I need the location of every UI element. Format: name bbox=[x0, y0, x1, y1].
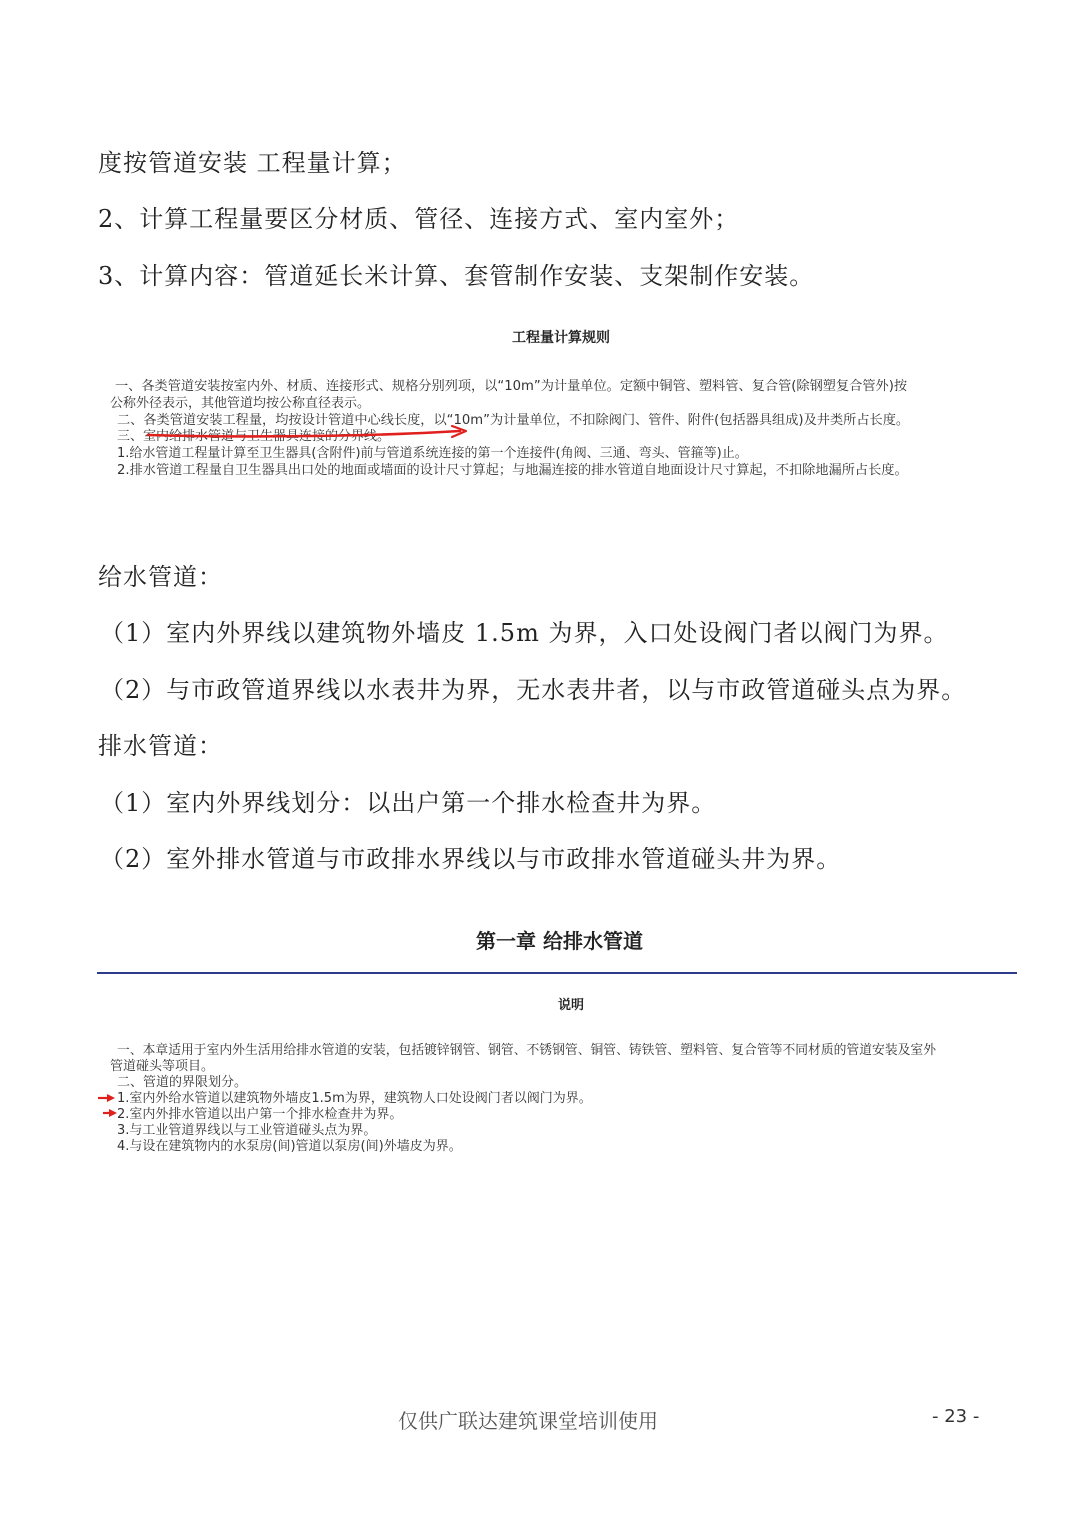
figure2-line-6: 3.与工业管道界线以与工业管道碰头点为界。 bbox=[117, 1123, 377, 1138]
drainage-item-1: （1）室内外界线划分：以出户第一个排水检查井为界。 bbox=[100, 789, 717, 817]
figure1-title: 工程量计算规则 bbox=[512, 330, 610, 346]
water-supply-item-2: （2）与市政管道界线以水表井为界，无水表井者，以与市政管道碰头点为界。 bbox=[100, 676, 967, 704]
underline-annotation bbox=[148, 426, 466, 437]
figure1-line-1: 一、各类管道安装按室内外、材质、连接形式、规格分别列项，以“10m”为计量单位。定额中铜管、塑料管、复合管(除钢塑复合管外)按 bbox=[115, 379, 908, 394]
page-number: - 23 - bbox=[932, 1406, 980, 1427]
drainage-heading: 排水管道： bbox=[98, 732, 223, 760]
figure1-line-4: 三、室内给排水管道与卫生器具连接的分界线。 bbox=[117, 429, 391, 444]
figure1-line-3: 二、各类管道安装工程量，均按设计管道中心线长度，以“10m”为计量单位，不扣除阀门、管件、附件(包括器具组成)及井类所占长度。 bbox=[117, 413, 910, 428]
body-line-3: 3、计算内容：管道延长米计算、套管制作安装、支架制作安装。 bbox=[98, 262, 815, 290]
chapter-title: 第一章 给排水管道 bbox=[476, 929, 643, 953]
arrow-icon bbox=[103, 1109, 117, 1117]
figure2-line-5: 2.室内外排水管道以出户第一个排水检查井为界。 bbox=[117, 1107, 403, 1122]
figure2-line-4: 1.室内外给水管道以建筑物外墙皮1.5m为界，建筑物人口处设阀门者以阀门为界。 bbox=[117, 1091, 592, 1106]
drainage-item-2: （2）室外排水管道与市政排水界线以与市政排水管道碰头井为界。 bbox=[100, 845, 842, 873]
figure2-line-7: 4.与设在建筑物内的水泵房(间)管道以泵房(间)外墙皮为界。 bbox=[117, 1139, 462, 1154]
figure1-line-2: 公称外径表示，其他管道均按公称直径表示。 bbox=[110, 396, 371, 411]
water-supply-item-1: （1）室内外界线以建筑物外墙皮 1.5m 为界，入口处设阀门者以阀门为界。 bbox=[100, 619, 949, 647]
figure2-line-2: 管道碰头等项目。 bbox=[110, 1059, 215, 1074]
body-line-1: 度按管道安装 工程量计算； bbox=[98, 149, 407, 177]
figure1-line-6: 2.排水管道工程量自卫生器具出口处的地面或墙面的设计尺寸算起；与地漏连接的排水管道自地面设计尺寸算起，不扣除地漏所占长度。 bbox=[117, 463, 908, 478]
figure2-subtitle: 说明 bbox=[558, 998, 585, 1013]
footer-text: 仅供广联达建筑课堂培训使用 bbox=[398, 1409, 658, 1433]
figure1-line-5: 1.给水管道工程量计算至卫生器具(含附件)前与管道系统连接的第一个连接件(角阀、三通、弯头、管箍等)止。 bbox=[117, 446, 748, 461]
figure2-line-1: 一、本章适用于室内外生活用给排水管道的安装，包括镀锌钢管、钢管、不锈钢管、铜管、铸铁管、塑料管、复合管等不同材质的管道安装及室外 bbox=[117, 1043, 936, 1058]
body-line-2: 2、计算工程量要区分材质、管径、连接方式、室内室外； bbox=[98, 205, 740, 233]
figure2-line-3: 二、管道的界限划分。 bbox=[117, 1075, 248, 1090]
water-supply-heading: 给水管道： bbox=[98, 563, 223, 591]
arrow-icon bbox=[98, 1094, 115, 1102]
